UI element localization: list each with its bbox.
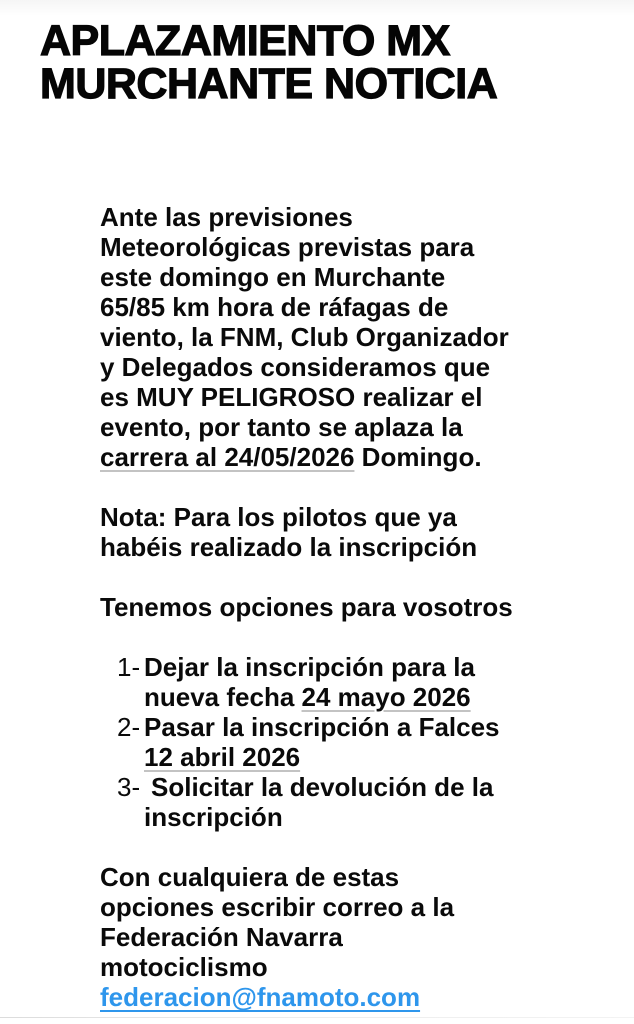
falces-date-underlined: 12 abril 2026 [144,742,301,772]
list-marker: 3- [117,772,141,802]
note-registered-riders [100,502,600,562]
list-item-line: Pasar la inscripción a Falces [144,712,500,742]
new-race-date-rest: Domingo. [354,442,482,472]
paragraph-line-new-date [100,442,600,472]
title-line-2: MURCHANTE NOTICIA [40,60,498,108]
paragraph-line: y Delegados consideramos que [100,352,491,382]
date-prefix: nueva fecha [144,682,302,712]
closing-contact [100,862,600,1012]
paragraph-line: Meteorológicas previstas para [100,232,475,262]
list-item-line: Dejar la inscripción para la [144,652,475,682]
list-item-line-date [144,742,600,772]
note-line: habéis realizado la inscripción [100,532,478,562]
options-intro [100,592,600,622]
paragraph-line: este domingo en Murchante [100,262,446,292]
paragraph-line: viento, la FNM, Club Organizador [100,322,509,352]
list-item-line: Solicitar la devolución de la [151,772,494,802]
closing-line: opciones escribir correo a la [100,892,455,922]
list-item-keep-registration [100,652,600,712]
list-item-text [144,772,600,832]
bottom-edge-hairline [0,1017,634,1018]
list-item-line-date [144,682,600,712]
email-link[interactable]: federacion@fnamoto.com [100,982,421,1012]
list-marker: 2- [117,712,141,742]
email-line [100,982,600,1012]
list-item-line: inscripción [144,802,283,832]
list-item-text [144,712,600,772]
list-marker: 1- [117,652,141,682]
list-item-transfer-registration [100,712,600,772]
options-list [100,652,600,832]
options-intro-line: Tenemos opciones para vosotros [100,592,513,622]
paragraph-line: evento, por tanto se aplaza la [100,412,463,442]
list-item-text [144,652,600,712]
paragraph-line: Ante las previsiones [100,202,353,232]
announcement-body [100,202,600,1024]
closing-line: Con cualquiera de estas [100,862,400,892]
closing-line: motociclismo [100,952,268,982]
paragraph-weather-postponement [100,202,600,472]
note-line: Nota: Para los pilotos que ya [100,502,457,532]
new-race-date-underlined: carrera al 24/05/2026 [100,442,355,472]
new-date-underlined: 24 mayo 2026 [301,682,471,712]
closing-line: Federación Navarra [100,922,343,952]
list-item-refund-registration [100,772,600,832]
page-title [40,17,498,108]
title-line-1: APLAZAMIENTO MX [40,17,450,65]
paragraph-line: es MUY PELIGROSO realizar el [100,382,483,412]
paragraph-line: 65/85 km hora de ráfagas de [100,292,449,322]
